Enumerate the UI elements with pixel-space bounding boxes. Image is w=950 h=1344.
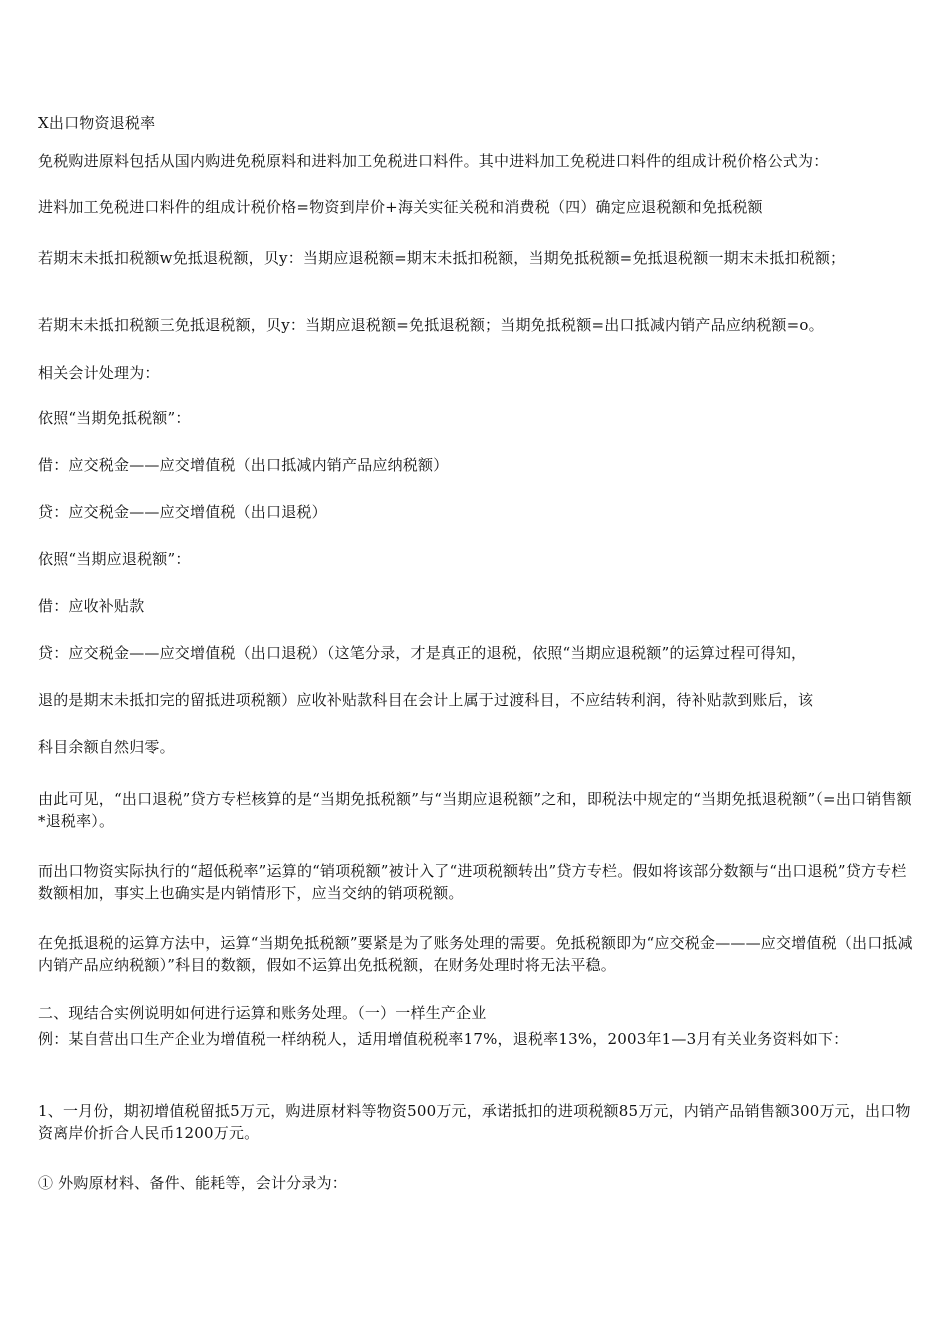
entry-credit-2-line-2: 退的是期末未抵扣完的留抵进项税额）应收补贴款科目在会计上属于过渡科目，不应结转利润，待补贴款到账后，该: [38, 691, 814, 709]
paragraph-condition-two: 若期末未抵扣税额三免抵退税额，贝y：当期应退税额=免抵退税额；当期免抵税额=出口抵减内销产品应纳税额=o。: [38, 316, 824, 334]
paragraph-per-exemption: 依照“当期免抵税额”：: [38, 409, 191, 427]
paragraph-condition-one: 若期末未抵扣税额w免抵退税额，贝y：当期应退税额=期末未抵扣税额，当期免抵税额=免抵退税额一期末未抵扣税额；: [38, 249, 846, 267]
entry-credit-2-line-1: 贷：应交税金——应交增值税（出口退税）（这笔分录，才是真正的退税，依照“当期应退税额”的运算过程可得知，: [38, 644, 807, 662]
entry-credit-1: 贷：应交税金——应交增值税（出口退税）: [38, 503, 327, 521]
paragraph-purchase-entry: ① 外购原材料、备件、能耗等，会计分录为：: [38, 1174, 347, 1192]
entry-debit-1: 借：应交税金——应交增值税（出口抵减内销产品应纳税额）: [38, 456, 449, 474]
paragraph-composite-price-formula: 进料加工免税进口料件的组成计税价格=物资到岸价+海关实征关税和消费税（四）确定应退税额和免抵税额: [38, 198, 763, 216]
paragraph-duty-free-materials: 免税购进原料包括从国内购进免税原料和进料加工免税进口料件。其中进料加工免税进口料件的组成计税价格公式为：: [38, 152, 829, 170]
section-heading-two: 二、现结合实例说明如何进行运算和账务处理。（一）一样生产企业: [38, 1004, 487, 1022]
entry-credit-2-line-3: 科目余额自然归零。: [38, 738, 175, 756]
paragraph-january: 1、一月份，期初增值税留抵5万元，购进原材料等物资500万元，承诺抵扣的进项税额85万元，内销产品销售额300万元，出口物资离岸价折合人民币1200万元。: [38, 1102, 911, 1142]
paragraph-calc-purpose: 在免抵退税的运算方法中，运算“当期免抵税额”要紧是为了账务处理的需要。免抵税额即为“应交税金———应交增值税（出口抵减内销产品应纳税额）”科目的数额，假如不运算出免抵税额，在财务处理时将无法平稳。: [38, 934, 913, 974]
paragraph-per-refund: 依照“当期应退税额”：: [38, 550, 191, 568]
paragraph-example: 例：某自营出口生产企业为增值税一样纳税人，适用增值税税率17%，退税率13%，2003年1—3月有关业务资料如下：: [38, 1030, 849, 1048]
paragraph-conclusion: 由此可见，“出口退税”贷方专栏核算的是“当期免抵税额”与“当期应退税额”之和，即税法中规定的“当期免抵退税额”（=出口销售额*退税率）。: [38, 790, 912, 830]
heading-export-refund-rate: X出口物资退税率: [38, 114, 156, 132]
entry-debit-2: 借：应收补贴款: [38, 597, 145, 615]
paragraph-low-rate: 而出口物资实际执行的“超低税率”运算的“销项税额”被计入了“进项税额转出”贷方专栏。假如将该部分数额与“出口退税”贷方专栏数额相加，事实上也确实是内销情形下，应当交纳的销项税额。: [38, 862, 907, 902]
paragraph-accounting-intro: 相关会计处理为：: [38, 364, 160, 382]
